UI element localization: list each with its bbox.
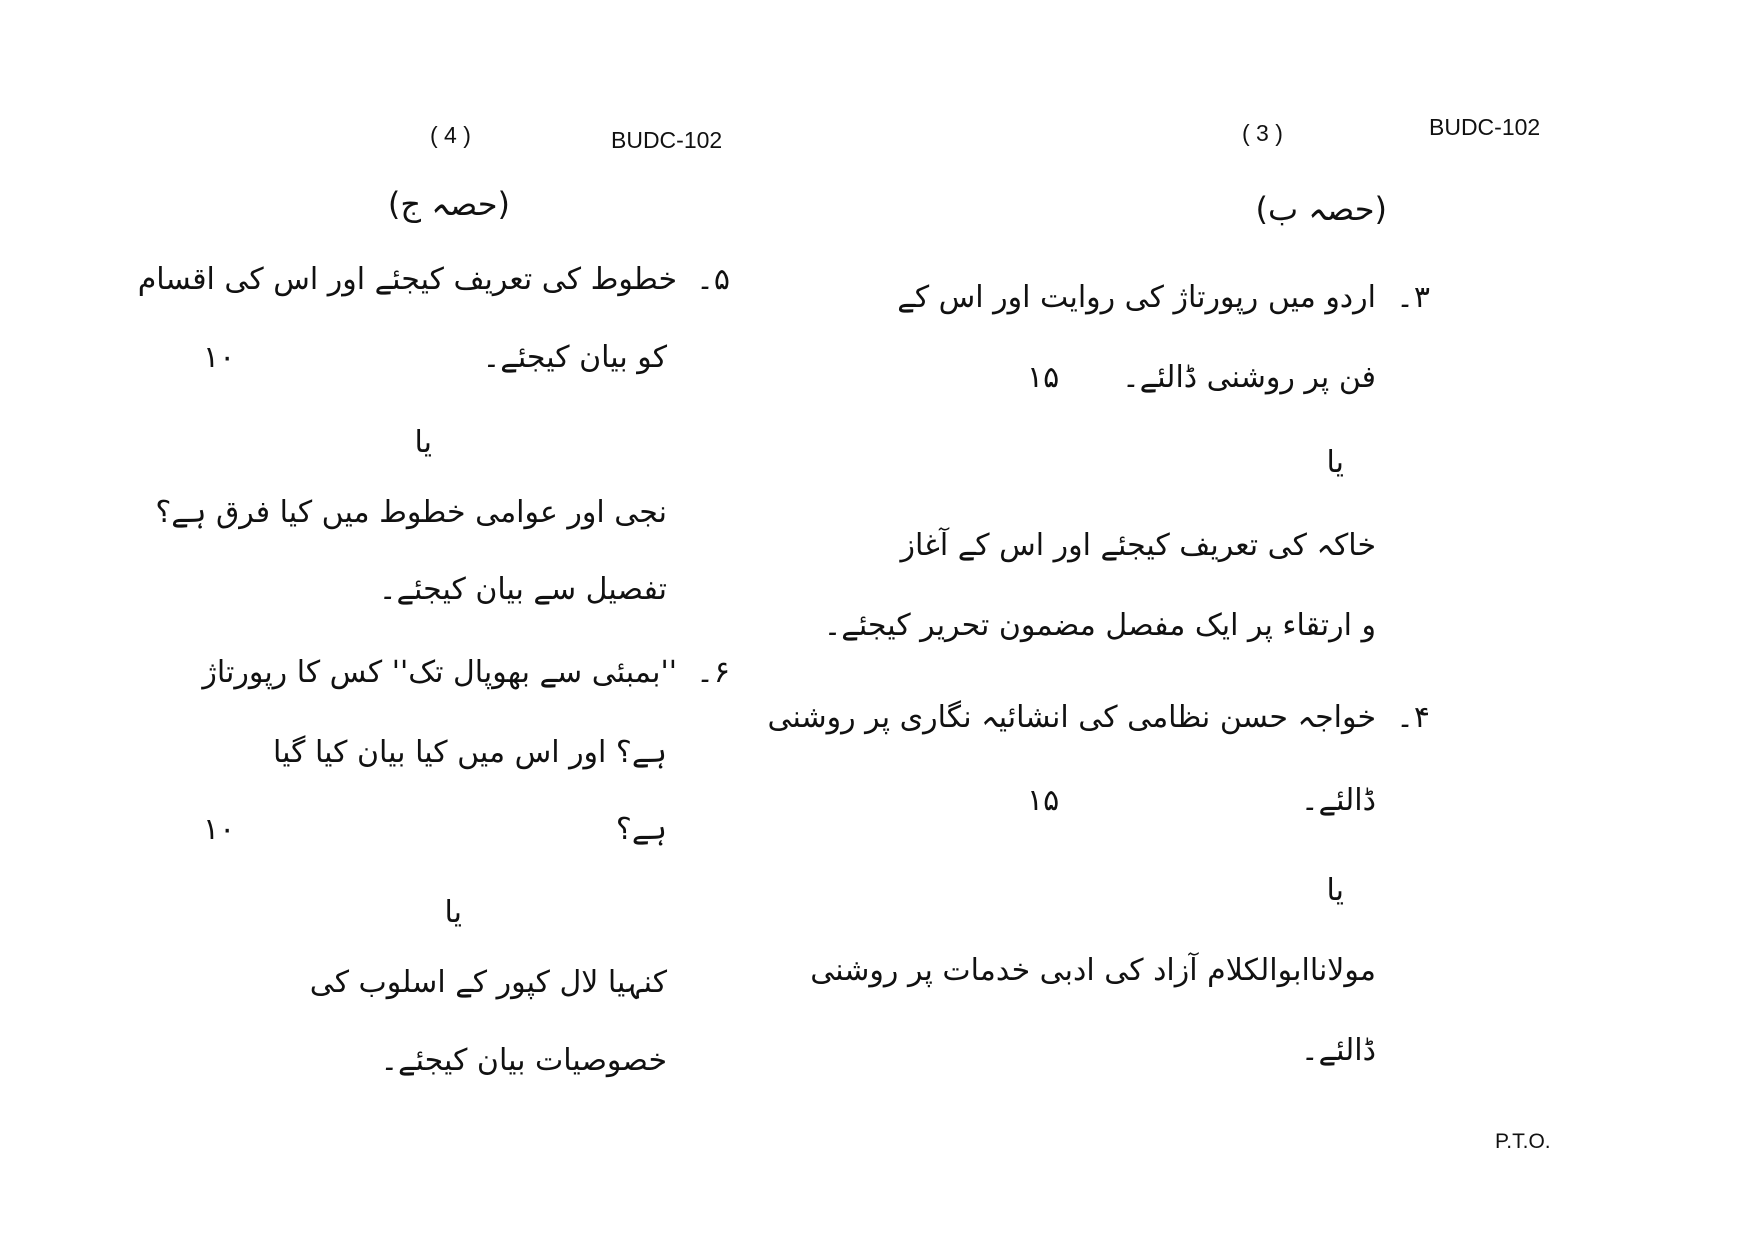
course-code: BUDC-102 [1429, 114, 1541, 140]
question-line: ہے؟ [615, 812, 667, 847]
question-line: نجی اور عوامی خطوط میں کیا فرق ہے؟ [155, 495, 667, 530]
question-line: فن پر روشنی ڈالئے۔ [1122, 360, 1376, 395]
right-page [767, 0, 1754, 1241]
question-line: خواجہ حسن نظامی کی انشائیہ نگاری پر روشنی [767, 700, 1376, 735]
question-line: خصوصیات بیان کیجئے۔ [380, 1043, 667, 1078]
question-line: مولاناابوالکلام آزاد کی ادبی خدمات پر روشنی [810, 953, 1376, 988]
section-title: (حصہ ج) [387, 185, 510, 223]
page-number: ( 3 ) [1242, 120, 1283, 146]
page-number: ( 4 ) [430, 122, 471, 148]
question-line: خطوط کی تعریف کیجئے اور اس کی اقسام [137, 262, 677, 297]
section-title: (حصہ ب) [1255, 190, 1387, 228]
question-line: تفصیل سے بیان کیجئے۔ [378, 572, 667, 607]
marks: ۱۵ [1027, 783, 1060, 818]
question-line: ہے؟ اور اس میں کیا بیان کیا گیا [272, 735, 667, 770]
question-number: ۵۔ [696, 262, 730, 297]
question-line: کو بیان کیجئے۔ [482, 340, 667, 375]
or-separator: یا [1326, 873, 1344, 908]
question-line: ''بمبئی سے بھوپال تک'' کس کا رپورتاژ [202, 655, 677, 690]
or-separator: یا [414, 425, 432, 460]
marks: ۱۰ [203, 340, 236, 375]
question-line: ڈالئے۔ [1300, 783, 1376, 818]
question-line: اردو میں رپورتاژ کی روایت اور اس کے [897, 280, 1376, 315]
or-separator: یا [1326, 445, 1344, 480]
question-number: ۴۔ [1396, 700, 1430, 735]
question-line: کنہیا لال کپور کے اسلوب کی [309, 965, 667, 1000]
course-code: BUDC-102 [611, 127, 723, 153]
question-number: ۶۔ [696, 655, 730, 690]
pto-footer: P.T.O. [1495, 1130, 1551, 1153]
question-number: ۳۔ [1396, 280, 1430, 315]
marks: ۱۵ [1027, 360, 1060, 395]
question-line: ڈالئے۔ [1300, 1033, 1376, 1068]
marks: ۱۰ [203, 812, 236, 847]
question-line: و ارتقاء پر ایک مفصل مضمون تحریر کیجئے۔ [823, 608, 1376, 643]
or-separator: یا [444, 895, 462, 930]
question-line: خاکہ کی تعریف کیجئے اور اس کے آغاز [900, 528, 1376, 563]
